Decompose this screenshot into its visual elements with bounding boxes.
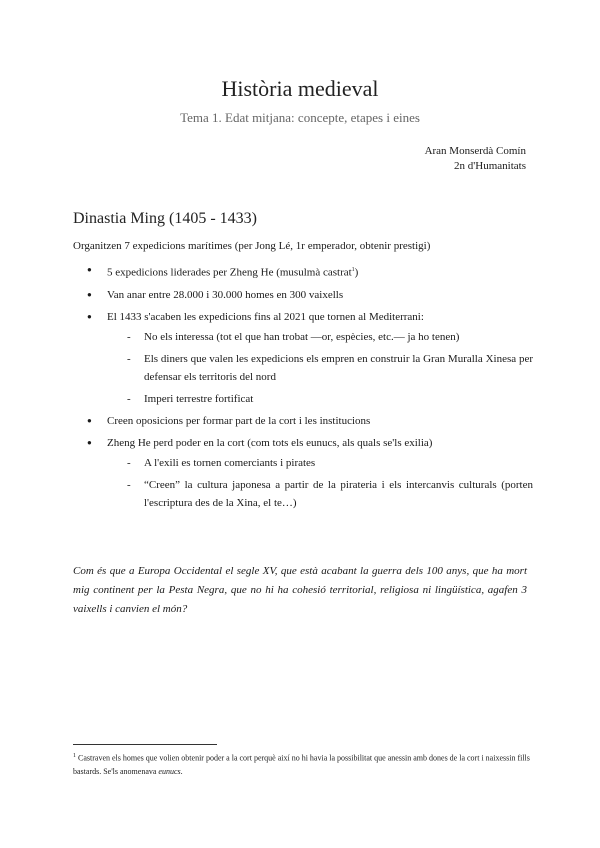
author-block bbox=[425, 144, 526, 174]
sub-list-item: - “Creen” la cultura japonesa a partir de la pirateria i els intercanvis culturals (porten l'escriptura des de la Xina, el te…) bbox=[107, 476, 533, 512]
list-item: ● El 1433 s'acaben les expedicions fins al 2021 que tornen al Mediterrani: - No els interessa (tot el que han trobat —or, espècies, etc.— ja ho tenen) - Els diners que valen les expedicions els empren en construir la Gran Muralla Xinesa per defensar els territoris del nord - Imperi terrestre fortificat bbox=[73, 308, 533, 408]
bullet-list bbox=[73, 261, 533, 516]
document-title: Història medieval bbox=[221, 76, 379, 101]
list-item: ● Van anar entre 28.000 i 30.000 homes en 300 vaixells bbox=[73, 286, 533, 304]
document-subtitle: Tema 1. Edat mitjana: concepte, etapes i eines bbox=[180, 110, 420, 125]
list-item: ● Zheng He perd poder en la cort (com tots els eunucs, als quals se'ls exilia) - A l'exili es tornen comerciants i pirates - “Creen” la cultura japonesa a partir de la pirateria i els intercanvis culturals (porten l'escriptura des de la Xina, el te…) bbox=[73, 434, 533, 512]
sub-list-item: - Imperi terrestre fortificat bbox=[107, 390, 533, 408]
sub-list-item: - A l'exili es tornen comerciants i pirates bbox=[107, 454, 533, 472]
sub-list-item: - Els diners que valen les expedicions els empren en construir la Gran Muralla Xinesa per defensar els territoris del nord bbox=[107, 350, 533, 386]
footnote-term: eunucs bbox=[158, 766, 181, 776]
author-name: Aran Monserdà Comín bbox=[424, 145, 526, 157]
footnote-ref: 1 bbox=[351, 267, 355, 273]
sub-list bbox=[107, 328, 533, 408]
list-item: ● Creen oposicions per formar part de la cort i les institucions bbox=[73, 412, 533, 430]
course-name: 2n d'Humanitats bbox=[454, 160, 526, 172]
section-intro: Organitzen 7 expedicions marítimes (per Jong Lé, 1r emperador, obtenir prestigi) bbox=[73, 240, 431, 252]
research-question: Com és que a Europa Occidental el segle XV, que està acabant la guerra dels 100 anys, que ha mort mig continent per la Pesta Negra, que no hi ha cohesió territorial, religiosa ni lingüística, agafen 3 vaixells i canvien el món? bbox=[73, 565, 527, 615]
sub-list bbox=[107, 454, 533, 512]
footnote-mark: 1 bbox=[73, 753, 76, 759]
section-title: Dinastia Ming (1405 - 1433) bbox=[73, 210, 257, 227]
list-item: ● 5 expedicions liderades per Zheng He (musulmà castrat$^1$) bbox=[73, 261, 533, 282]
footnote-divider bbox=[73, 744, 217, 745]
footnote: $^1$ Castraven els homes que volien obtenir poder a la cort perquè així no hi havia la possibilitat que anessin amb dones de la cort i naixessin fills bastards. Se'ls anomenava eunucs. bbox=[73, 753, 530, 776]
sub-list-item: - No els interessa (tot el que han trobat —or, espècies, etc.— ja ho tenen) bbox=[107, 328, 533, 346]
